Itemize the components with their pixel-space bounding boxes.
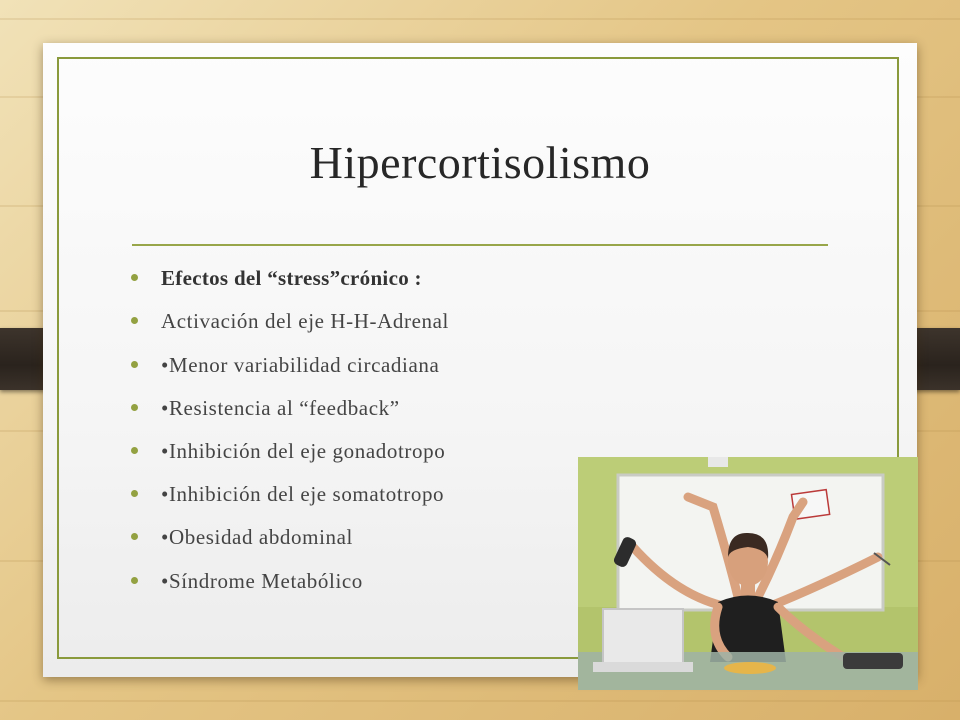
slide-title: Hipercortisolismo bbox=[309, 137, 651, 188]
multi-armed-office-woman-photo bbox=[578, 457, 918, 690]
bullet-item bbox=[131, 522, 353, 552]
bullet-item bbox=[131, 436, 445, 466]
bullet-item bbox=[131, 306, 449, 336]
bullet-dot-icon bbox=[131, 533, 138, 540]
bullet-dot-icon bbox=[131, 577, 138, 584]
bullet-dot-icon bbox=[131, 274, 138, 281]
bullet-dot-icon bbox=[131, 404, 138, 411]
title-underline bbox=[132, 244, 828, 246]
bullet-item bbox=[131, 263, 422, 293]
bullet-text: •Síndrome Metabólico bbox=[161, 569, 363, 593]
bullet-item bbox=[131, 350, 439, 380]
bullet-item bbox=[131, 566, 363, 596]
bullet-item bbox=[131, 393, 400, 423]
bullet-dot-icon bbox=[131, 490, 138, 497]
bullet-text: Efectos del “stress”crónico : bbox=[161, 266, 422, 290]
bullet-text: Activación del eje H-H-Adrenal bbox=[161, 309, 449, 333]
bullet-text: •Inhibición del eje somatotropo bbox=[161, 482, 445, 506]
bullet-dot-icon bbox=[131, 317, 138, 324]
bullet-item bbox=[131, 479, 444, 509]
bullet-text: •Resistencia al “feedback” bbox=[161, 396, 400, 420]
bullet-text: •Obesidad abdominal bbox=[161, 525, 353, 549]
bullet-dot-icon bbox=[131, 361, 138, 368]
bullet-text: •Inhibición del eje gonadotropo bbox=[161, 439, 446, 463]
bullet-dot-icon bbox=[131, 447, 138, 454]
bullet-text: •Menor variabilidad circadiana bbox=[161, 353, 440, 377]
